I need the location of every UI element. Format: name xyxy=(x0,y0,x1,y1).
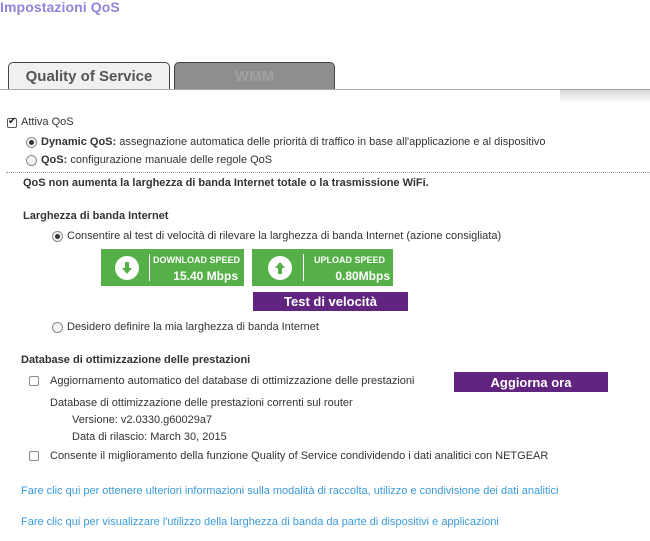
dynamic-qos-name: Dynamic QoS: xyxy=(41,136,117,148)
speed-divider xyxy=(303,254,304,281)
upload-speed-value: 0.80Mbps xyxy=(335,269,390,283)
analytics-info-link[interactable]: Fare clic qui per ottenere ulteriori informazioni sulla modalità di raccolta, utilizzo e condivisione dei dati analitici xyxy=(21,485,559,497)
manual-bandwidth-label: Desidero definire la mia larghezza di banda Internet xyxy=(67,321,319,333)
bandwidth-heading: Larghezza di banda Internet xyxy=(23,210,169,222)
manual-qos-desc: configurazione manuale delle regole QoS xyxy=(67,154,273,166)
speedtest-radio[interactable] xyxy=(52,231,63,242)
manual-qos-name: QoS: xyxy=(41,154,68,166)
enable-qos-label: Attiva QoS xyxy=(21,116,74,128)
manual-bandwidth-radio[interactable] xyxy=(52,322,63,333)
arrow-up-icon xyxy=(268,256,292,280)
manual-qos-label xyxy=(41,154,272,166)
database-release-date: Data di rilascio: March 30, 2015 xyxy=(72,431,227,443)
update-now-button[interactable]: Aggiorna ora xyxy=(454,372,608,392)
speed-test-button[interactable]: Test di velocità xyxy=(253,292,408,311)
speed-divider xyxy=(149,254,150,281)
dynamic-qos-label xyxy=(41,136,546,148)
page-title: Impostazioni QoS xyxy=(0,0,120,15)
share-analytics-label: Consente il miglioramento della funzione Quality of Service condividendo i dati analitici con NETGEAR xyxy=(50,450,549,462)
auto-update-checkbox[interactable] xyxy=(29,376,39,386)
speedtest-option-label: Consentire al test di velocità di rilevare la larghezza di banda Internet (azione consigliata) xyxy=(67,230,502,242)
database-heading: Database di ottimizzazione delle prestazioni xyxy=(21,354,251,366)
section-divider xyxy=(6,172,650,173)
tab-wmm[interactable]: WMM xyxy=(174,62,335,89)
tab-divider xyxy=(0,89,650,90)
dynamic-qos-radio[interactable] xyxy=(26,137,37,148)
header-shadow xyxy=(560,90,650,108)
dynamic-qos-desc: assegnazione automatica delle priorità di traffico in base all'applicazione e al dispositivo xyxy=(116,136,546,148)
upload-speed-label: UPLOAD SPEED xyxy=(314,255,386,265)
qos-notice: QoS non aumenta la larghezza di banda Internet totale o la trasmissione WiFi. xyxy=(23,177,429,189)
upload-speed-box xyxy=(252,249,393,286)
download-speed-box xyxy=(101,249,244,286)
tab-quality-of-service[interactable]: Quality of Service xyxy=(8,62,170,89)
bandwidth-usage-link[interactable]: Fare clic qui per visualizzare l'utilizzo della larghezza di banda da parte di dispositivi e applicazioni xyxy=(21,516,499,528)
share-analytics-checkbox[interactable] xyxy=(29,451,39,461)
auto-update-label: Aggiornamento automatico del database di ottimizzazione delle prestazioni xyxy=(50,375,415,387)
current-database-label: Database di ottimizzazione delle prestazioni correnti sul router xyxy=(50,397,353,409)
database-version: Versione: v2.0330.g60029a7 xyxy=(72,414,213,426)
download-speed-value: 15.40 Mbps xyxy=(173,269,238,283)
download-speed-label: DOWNLOAD SPEED xyxy=(153,255,241,265)
arrow-down-icon xyxy=(115,256,139,280)
manual-qos-radio[interactable] xyxy=(26,155,37,166)
enable-qos-checkbox[interactable] xyxy=(7,118,17,128)
